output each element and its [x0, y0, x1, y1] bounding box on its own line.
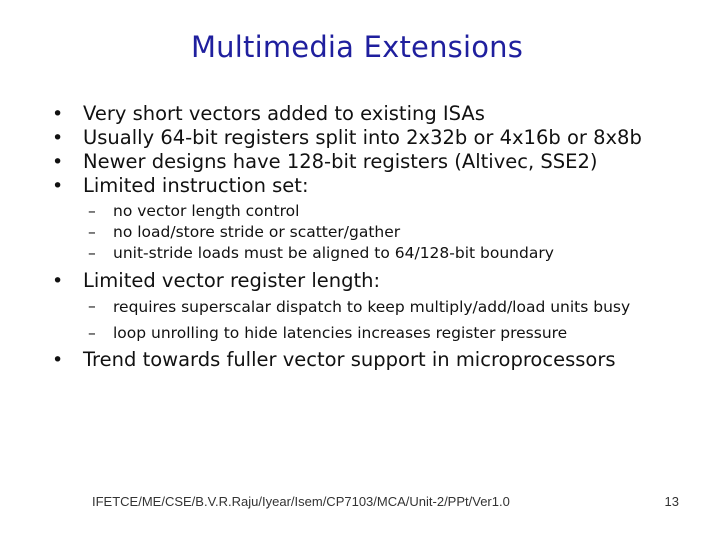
slide-title [0, 30, 720, 64]
bullet-icon: • [52, 127, 64, 149]
sub-bullet-item [50, 323, 690, 344]
bullet-item [50, 269, 690, 293]
bullet-item [50, 102, 690, 126]
sub-list [50, 297, 690, 344]
bullet-text: Newer designs have 128-bit registers (Altivec, SSE2) [83, 150, 598, 173]
sub-bullet-text: loop unrolling to hide latencies increases register pressure [113, 324, 568, 342]
bullet-item [50, 174, 690, 198]
dash-icon: – [88, 297, 96, 315]
slide-title-text: Multimedia Extensions [190, 30, 524, 64]
sub-bullet-item [50, 222, 690, 243]
bullet-list [50, 102, 690, 372]
bullet-text: Limited instruction set: [83, 174, 309, 197]
bullet-icon: • [52, 103, 64, 125]
dash-icon: – [88, 244, 96, 262]
sub-bullet-item [50, 243, 690, 264]
sub-bullet-text: requires superscalar dispatch to keep multiply/add/load units busy [113, 298, 631, 316]
bullet-icon: • [52, 270, 64, 292]
sub-bullet-text: no vector length control [113, 202, 300, 220]
dash-icon: – [88, 223, 96, 241]
sub-bullet-text: unit-stride loads must be aligned to 64/128-bit boundary [113, 244, 554, 262]
bullet-item [50, 348, 690, 372]
sub-bullet-item [50, 297, 673, 320]
sub-list [50, 201, 690, 264]
bullet-icon: • [52, 349, 64, 371]
bullet-text: Usually 64-bit registers split into 2x32b or 4x16b or 8x8b [83, 126, 642, 149]
bullet-item [50, 150, 690, 174]
page-number: 13 [664, 494, 679, 509]
sub-bullet-text: no load/store stride or scatter/gather [113, 223, 401, 241]
sub-bullet-item [50, 201, 690, 222]
bullet-text: Limited vector register length: [83, 269, 381, 292]
bullet-text: Trend towards fuller vector support in microprocessors [83, 348, 616, 371]
footer-text: IFETCE/ME/CSE/B.V.R.Raju/Iyear/Isem/CP7103/MCA/Unit-2/PPt/Ver1.0 [92, 494, 510, 509]
bullet-icon: • [52, 151, 64, 173]
dash-icon: – [88, 202, 96, 220]
dash-icon: – [88, 324, 96, 342]
bullet-icon: • [52, 175, 64, 197]
bullet-item [50, 126, 690, 150]
bullet-text: Very short vectors added to existing ISAs [83, 102, 485, 125]
